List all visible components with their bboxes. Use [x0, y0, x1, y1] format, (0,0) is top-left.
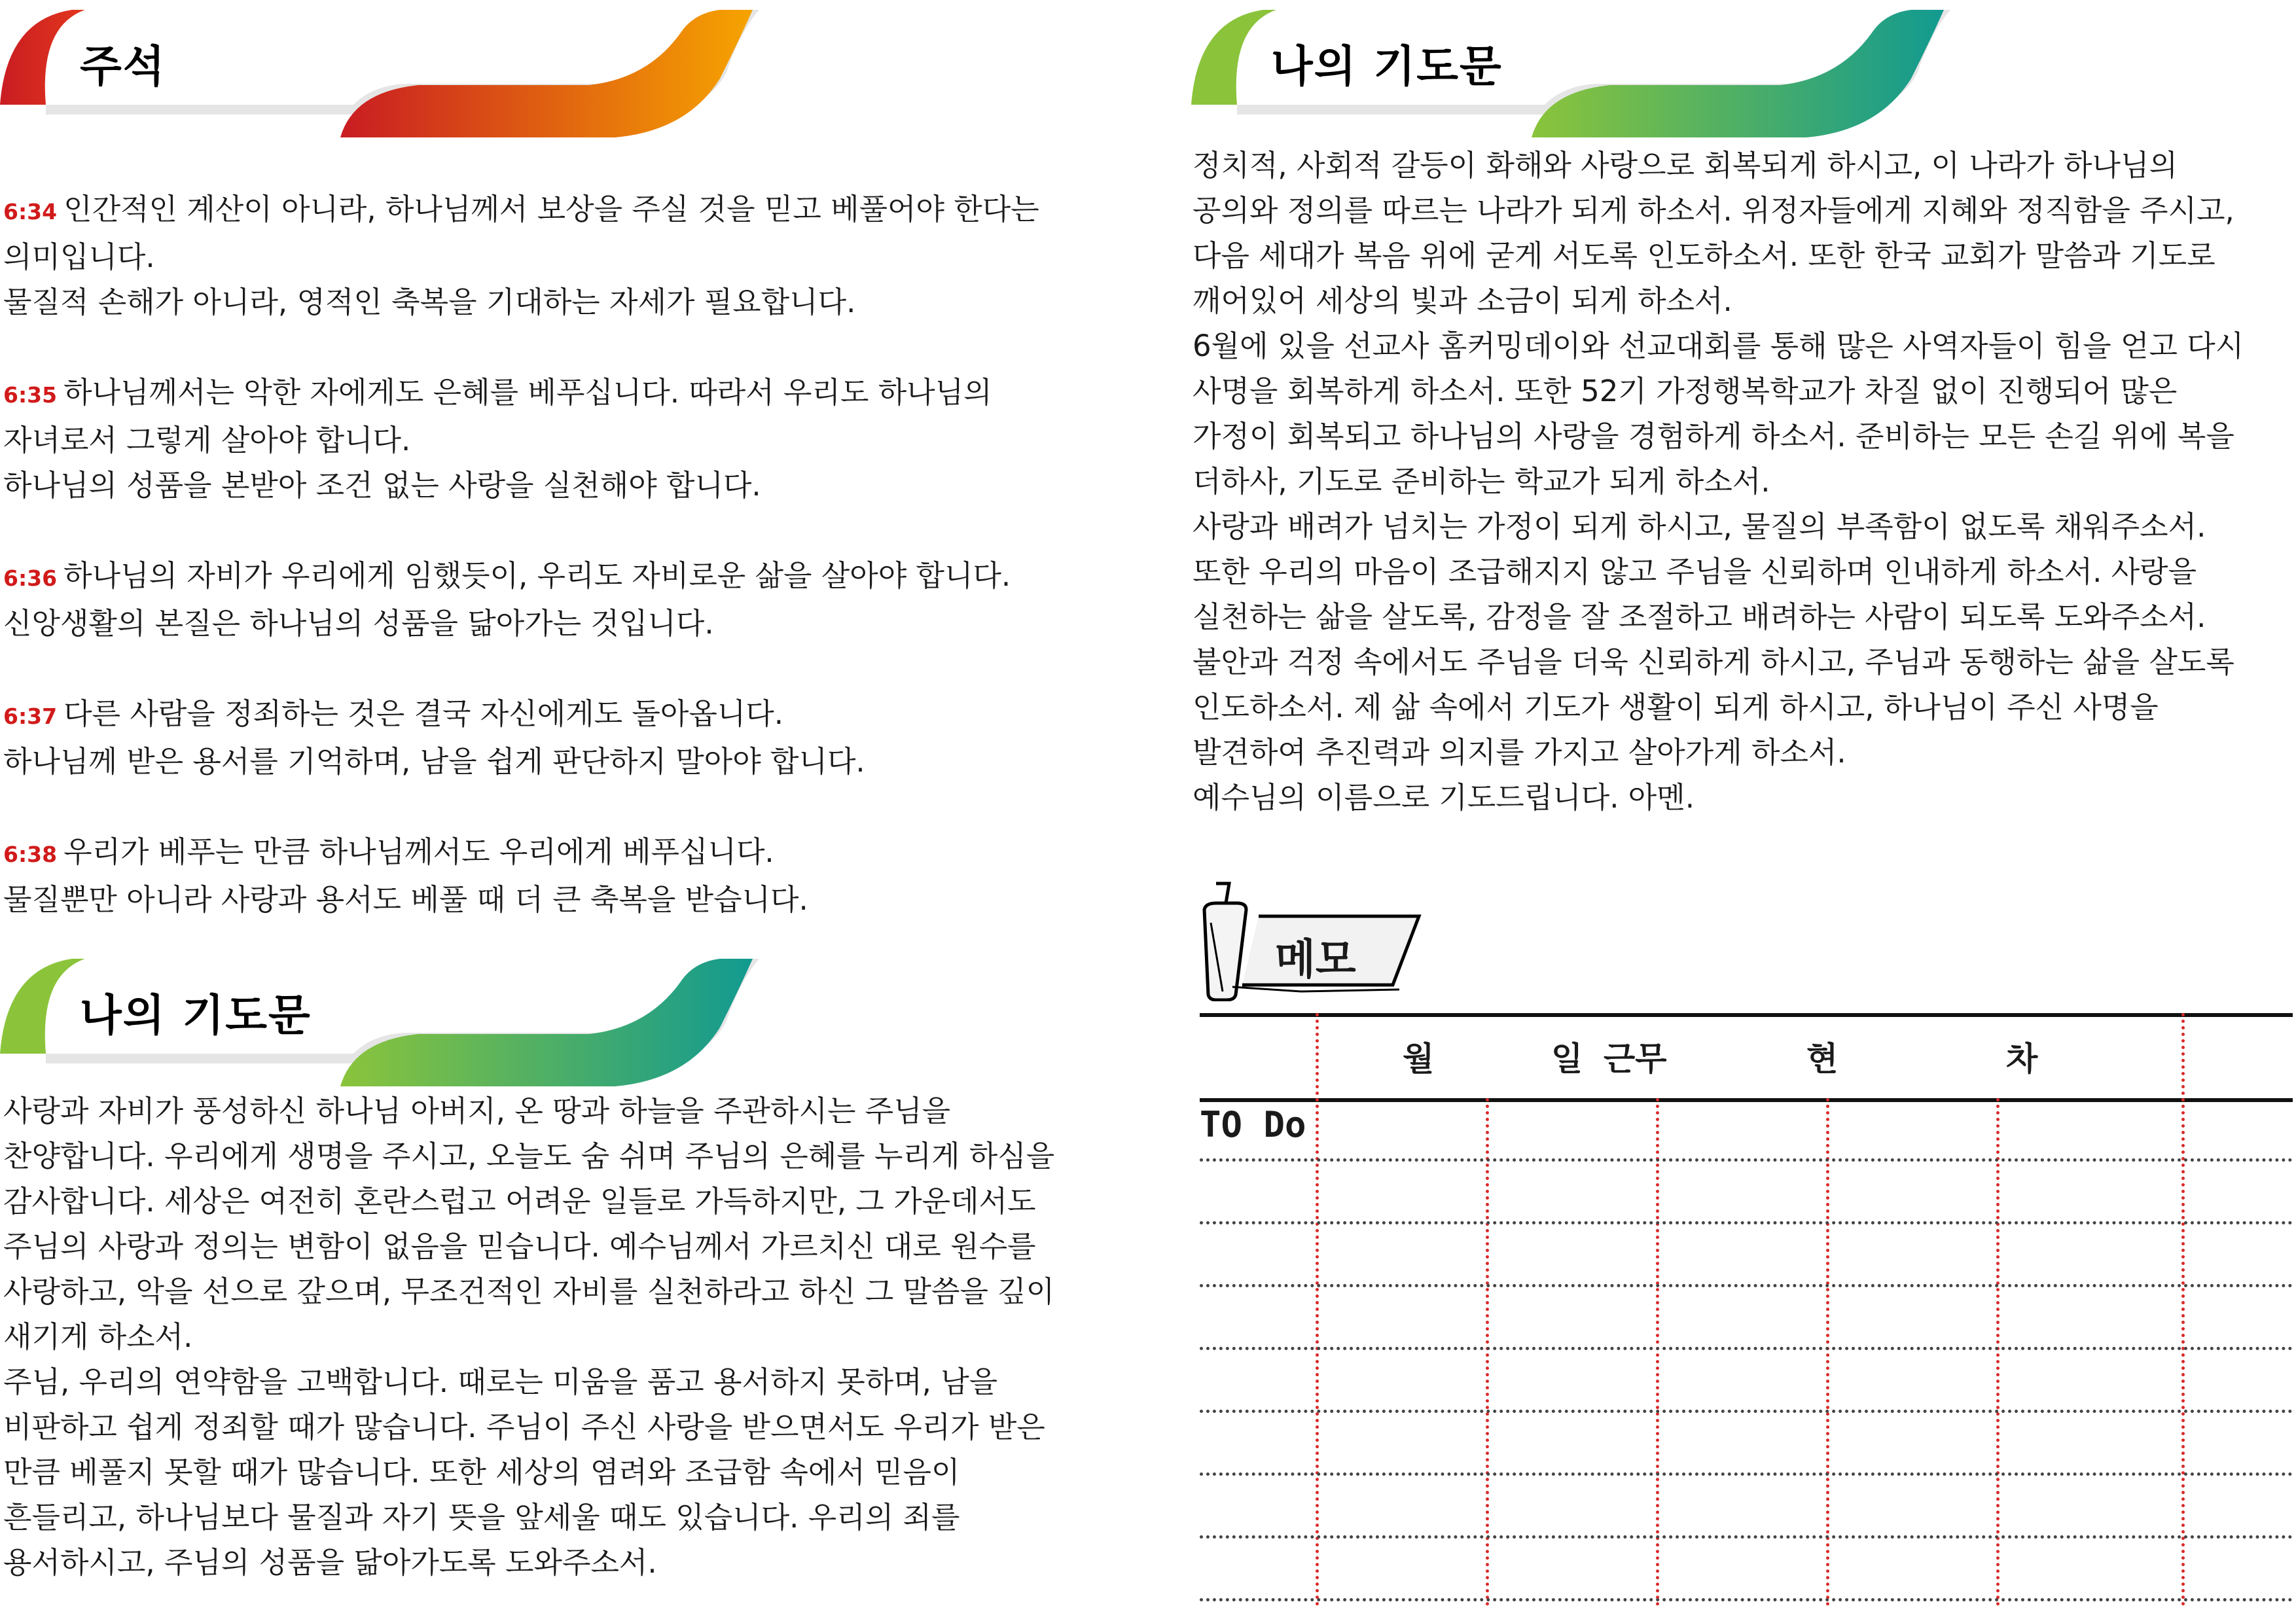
- prayer-line: 예수님의 이름으로 기도드립니다. 아멘.: [1193, 780, 1695, 815]
- prayer-line: 사명을 회복하게 하소서. 또한 52기 가정행복학교가 차질 없이 진행되어 많은: [1193, 374, 2178, 408]
- todo-row-line: [1200, 1284, 2293, 1287]
- schedule-header-line: [1200, 1098, 2293, 1102]
- note-line: 하나님의 자비가 우리에게 임했듯이, 우리도 자비로운 삶을 살아야 합니다.: [63, 558, 1011, 593]
- prayer-line: 가정이 회복되고 하나님의 사랑을 경험하게 하소서. 준비하는 모든 손길 위에 복을: [1193, 419, 2234, 454]
- prayer-line: 만큼 베풀지 못할 때가 많습니다. 또한 세상의 염려와 조급함 속에서 믿음이: [3, 1455, 960, 1489]
- note-35: [3, 370, 1039, 508]
- note-line: 신앙생활의 본질은 하나님의 성품을 닮아가는 것입니다.: [3, 606, 714, 641]
- prayer-line: 찬양합니다. 우리에게 생명을 주시고, 오늘도 숨 쉬며 주님의 은혜를 누리게 하심을: [3, 1139, 1055, 1173]
- verse-number: 6:36: [3, 565, 58, 591]
- prayer-line: 사랑하고, 악을 선으로 갚으며, 무조건적인 자비를 실천하라고 하신 그 말씀을 깊이: [3, 1274, 1055, 1309]
- verse-number: 6:38: [3, 842, 58, 867]
- todo-row-line: [1200, 1158, 2293, 1162]
- todo-row-line: [1200, 1221, 2293, 1224]
- schedule-divider: [1826, 1098, 1829, 1606]
- prayer-line: 다음 세대가 복음 위에 굳게 서도록 인도하소서. 또한 한국 교회가 말씀과 기도로: [1193, 238, 2215, 273]
- note-line: 우리가 베푸는 만큼 하나님께서도 우리에게 베푸십니다.: [63, 834, 774, 869]
- todo-row-line: [1200, 1535, 2293, 1539]
- prayer-line: 더하사, 기도로 준비하는 학교가 되게 하소서.: [1193, 464, 1770, 499]
- todo-row-line: [1200, 1410, 2293, 1413]
- todo-label: TO Do: [1200, 1104, 1306, 1145]
- note-line: 의미입니다.: [3, 240, 155, 274]
- verse-number: 6:37: [3, 704, 58, 729]
- note-line: 자녀로서 그렇게 살아야 합니다.: [3, 423, 411, 457]
- prayer-title-left: 나의 기도문: [80, 990, 312, 1041]
- prayer-line: 감사합니다. 세상은 여전히 혼란스럽고 어려운 일들로 가득하지만, 그 가운데서도: [3, 1184, 1036, 1219]
- note-line: 물질뿐만 아니라 사랑과 용서도 베풀 때 더 큰 축복을 받습니다.: [3, 882, 808, 917]
- prayer-line: 비판하고 쉽게 정죄할 때가 많습니다. 주님이 주신 사랑을 받으면서도 우리가 받은: [3, 1410, 1045, 1444]
- notes-title: 주석: [80, 41, 166, 92]
- note-line: 하나님의 성품을 본받아 조건 없는 사랑을 실천해야 합니다.: [3, 468, 761, 503]
- schedule-divider: [1996, 1098, 2000, 1606]
- prayer-line: 실천하는 삶을 살도록, 감정을 잘 조절하고 배려하는 사람이 되도록 도와주소서.: [1193, 599, 2206, 634]
- prayer-banner-right: [1191, 7, 1950, 137]
- prayer-line: 공의와 정의를 따르는 나라가 되게 하소서. 위정자들에게 지혜와 정직함을 주시고,: [1193, 193, 2234, 228]
- prayer-line: 용서하시고, 주님의 성품을 닮아가도록 도와주소서.: [3, 1545, 657, 1580]
- prayer-line: 사랑과 배려가 넘치는 가정이 되게 하시고, 물질의 부족함이 없도록 채워주소서.: [1193, 509, 2206, 544]
- prayer-line: 사랑과 자비가 풍성하신 하나님 아버지, 온 땅과 하늘을 주관하시는 주님을: [3, 1094, 951, 1128]
- notes-section: [3, 187, 1039, 922]
- note-36: [3, 553, 1039, 646]
- prayer-line: 발견하여 추진력과 의지를 가지고 살아가게 하소서.: [1193, 735, 1846, 770]
- prayer-line: 인도하소서. 제 삶 속에서 기도가 생활이 되게 하시고, 하나님이 주신 사명을: [1193, 690, 2159, 724]
- prayer-banner-left: [0, 955, 759, 1086]
- prayer-line: 주님의 사랑과 정의는 변함이 없음을 믿습니다. 예수님께서 가르치신 대로 원수를: [3, 1229, 1036, 1264]
- schedule-table: [1200, 1013, 2293, 1606]
- verse-number: 6:35: [3, 382, 58, 408]
- note-line: 물질적 손해가 아니라, 영적인 축복을 기대하는 자세가 필요합니다.: [3, 285, 856, 319]
- prayer-right: [1193, 143, 2244, 820]
- note-34: [3, 187, 1039, 325]
- header-month: 월: [1403, 1040, 1435, 1078]
- prayer-line: 깨어있어 세상의 빛과 소금이 되게 하소서.: [1193, 283, 1732, 318]
- todo-row-line: [1200, 1598, 2293, 1601]
- header-car: 차: [2006, 1040, 2038, 1078]
- verse-number: 6:34: [3, 199, 58, 224]
- note-37: [3, 691, 1039, 784]
- header-current: 현: [1806, 1040, 1839, 1078]
- todo-row-line: [1200, 1347, 2293, 1350]
- header-work: 근무: [1604, 1040, 1667, 1078]
- note-line: 하나님께서는 악한 자에게도 은혜를 베푸십니다. 따라서 우리도 하나님의: [63, 375, 992, 410]
- note-38: [3, 829, 1039, 922]
- todo-row-line: [1200, 1472, 2293, 1476]
- prayer-line: 정치적, 사회적 갈등이 화해와 사랑으로 회복되게 하시고, 이 나라가 하나님의: [1193, 148, 2178, 183]
- prayer-line: 주님, 우리의 연약함을 고백합니다. 때로는 미움을 품고 용서하지 못하며, 남을: [3, 1364, 998, 1399]
- schedule-divider: [1486, 1098, 1489, 1606]
- schedule-divider: [1656, 1098, 1659, 1606]
- schedule-top-line: [1200, 1013, 2293, 1017]
- prayer-line: 또한 우리의 마음이 조급해지지 않고 주님을 신뢰하며 인내하게 하소서. 사랑을: [1193, 554, 2197, 589]
- header-day: 일: [1551, 1040, 1583, 1078]
- note-line: 다른 사람을 정죄하는 것은 결국 자신에게도 돌아옵니다.: [63, 696, 784, 731]
- note-line: 하나님께 받은 용서를 기억하며, 남을 쉽게 판단하지 말아야 합니다.: [3, 744, 865, 779]
- prayer-line: 흔들리고, 하나님보다 물질과 자기 뜻을 앞세울 때도 있습니다. 우리의 죄를: [3, 1500, 960, 1535]
- prayer-line: 6월에 있을 선교사 홈커밍데이와 선교대회를 통해 많은 사역자들이 힘을 얻고 다시: [1193, 329, 2244, 363]
- prayer-left: [3, 1088, 1054, 1585]
- notes-banner: [0, 7, 759, 137]
- schedule-divider: [2181, 1013, 2185, 1606]
- note-line: 인간적인 계산이 아니라, 하나님께서 보상을 주실 것을 믿고 베풀어야 한다는: [63, 192, 1039, 226]
- memo-title: 메모: [1275, 936, 1356, 984]
- prayer-line: 새기게 하소서.: [3, 1319, 193, 1354]
- prayer-line: 불안과 걱정 속에서도 주님을 더욱 신뢰하게 하시고, 주님과 동행하는 삶을 살도록: [1193, 645, 2234, 679]
- schedule-divider: [1316, 1013, 1319, 1606]
- prayer-title-right: 나의 기도문: [1271, 41, 1503, 92]
